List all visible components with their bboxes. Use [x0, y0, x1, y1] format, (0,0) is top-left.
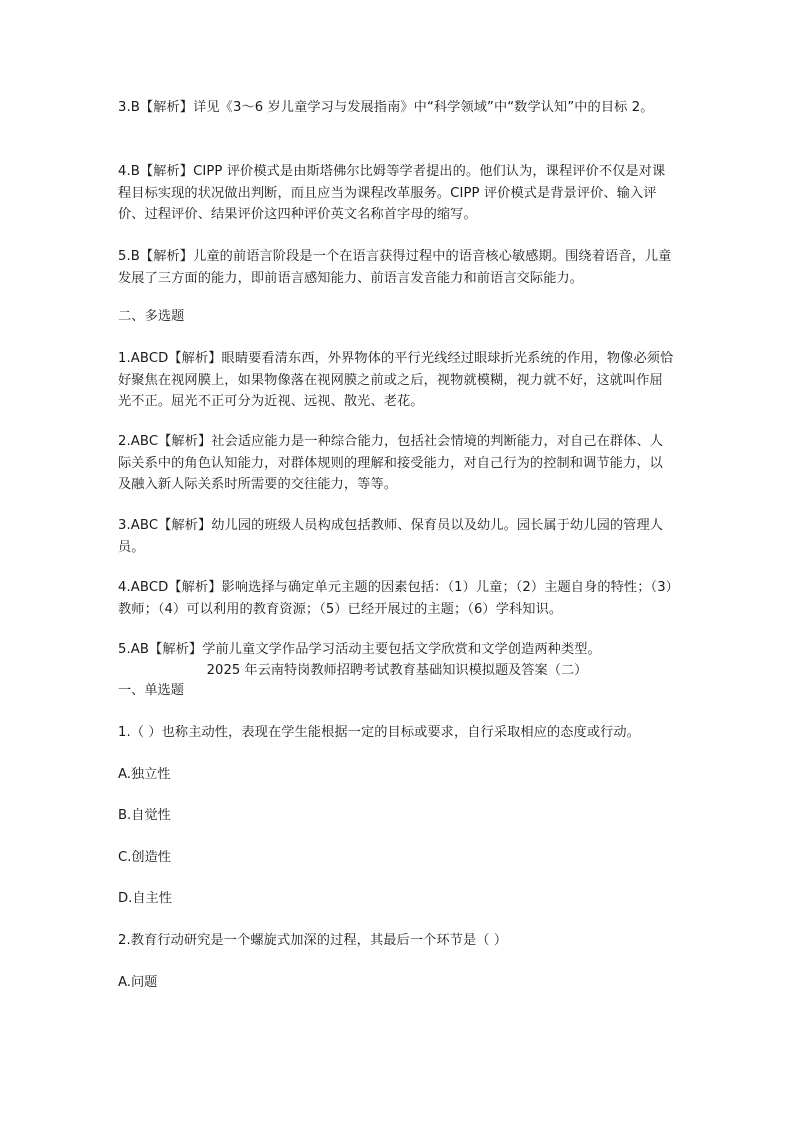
multi-answer-2: 2.ABC【解析】社会适应能力是一种综合能力，包括社会情境的判断能力，对自己在群体、人际关系中的角色认知能力，对群体规则的理解和接受能力，对自己行为的控制和调节能力，以及融入新人际关系时所需要的交往能力，等等。 [118, 434, 664, 492]
section-heading-multi: 二、多选题 [118, 309, 185, 324]
question-1-option-a: A.独立性 [118, 767, 171, 782]
answer-4-explanation: 4.B【解析】CIPP 评价模式是由斯塔佛尔比姆等学者提出的。他们认为，课程评价不仅是对课程目标实现的状况做出判断，而且应当为课程改革服务。CIPP 评价模式是背景评价、输入评价、过程评价、结果评价这四种评价英文名称首字母的缩写。 [118, 164, 666, 222]
question-2-option-a: A.问题 [118, 975, 158, 990]
exam-title: 2025 年云南特岗教师招聘考试教育基础知识模拟题及答案（二） [206, 663, 588, 678]
multi-answer-1: 1.ABCD【解析】眼睛要看清东西，外界物体的平行光线经过眼球折光系统的作用，物像必须恰好聚焦在视网膜上，如果物像落在视网膜之前或之后，视物就模糊，视力就不好，这就叫作屈光不正。屈光不正可分为近视、远视、散光、老花。 [118, 351, 674, 409]
question-2-stem: 2.教育行动研究是一个螺旋式加深的过程，其最后一个环节是（ ） [118, 933, 508, 948]
answer-5-explanation: 5.B【解析】儿童的前语言阶段是一个在语言获得过程中的语音核心敏感期。围绕着语音，儿童发展了三方面的能力，即前语言感知能力、前语言发音能力和前语言交际能力。 [118, 249, 672, 286]
answer-3-explanation: 3.B【解析】详见《3～6 岁儿童学习与发展指南》中“科学领域”中“数学认知”中的目标 2。 [118, 100, 654, 115]
multi-answer-5: 5.AB【解析】学前儿童文学作品学习活动主要包括文学欣赏和文学创造两种类型。 [118, 642, 601, 657]
question-1-stem: 1.（ ）也称主动性，表现在学生能根据一定的目标或要求，自行采取相应的态度或行动。 [118, 725, 640, 740]
section-heading-single: 一、单选题 [118, 683, 184, 698]
question-1-option-b: B.自觉性 [118, 808, 171, 823]
question-1-option-d: D.自主性 [118, 891, 172, 906]
multi-answer-4: 4.ABCD【解析】影响选择与确定单元主题的因素包括：（1）儿童；（2）主题自身的特性；（3）教师；（4）可以利用的教育资源；（5）已经开展过的主题；（6）学科知识。 [118, 580, 673, 617]
question-1-option-c: C.创造性 [118, 850, 171, 865]
multi-answer-3: 3.ABC【解析】幼儿园的班级人员构成包括教师、保育员以及幼儿。园长属于幼儿园的管理人员。 [118, 518, 664, 555]
